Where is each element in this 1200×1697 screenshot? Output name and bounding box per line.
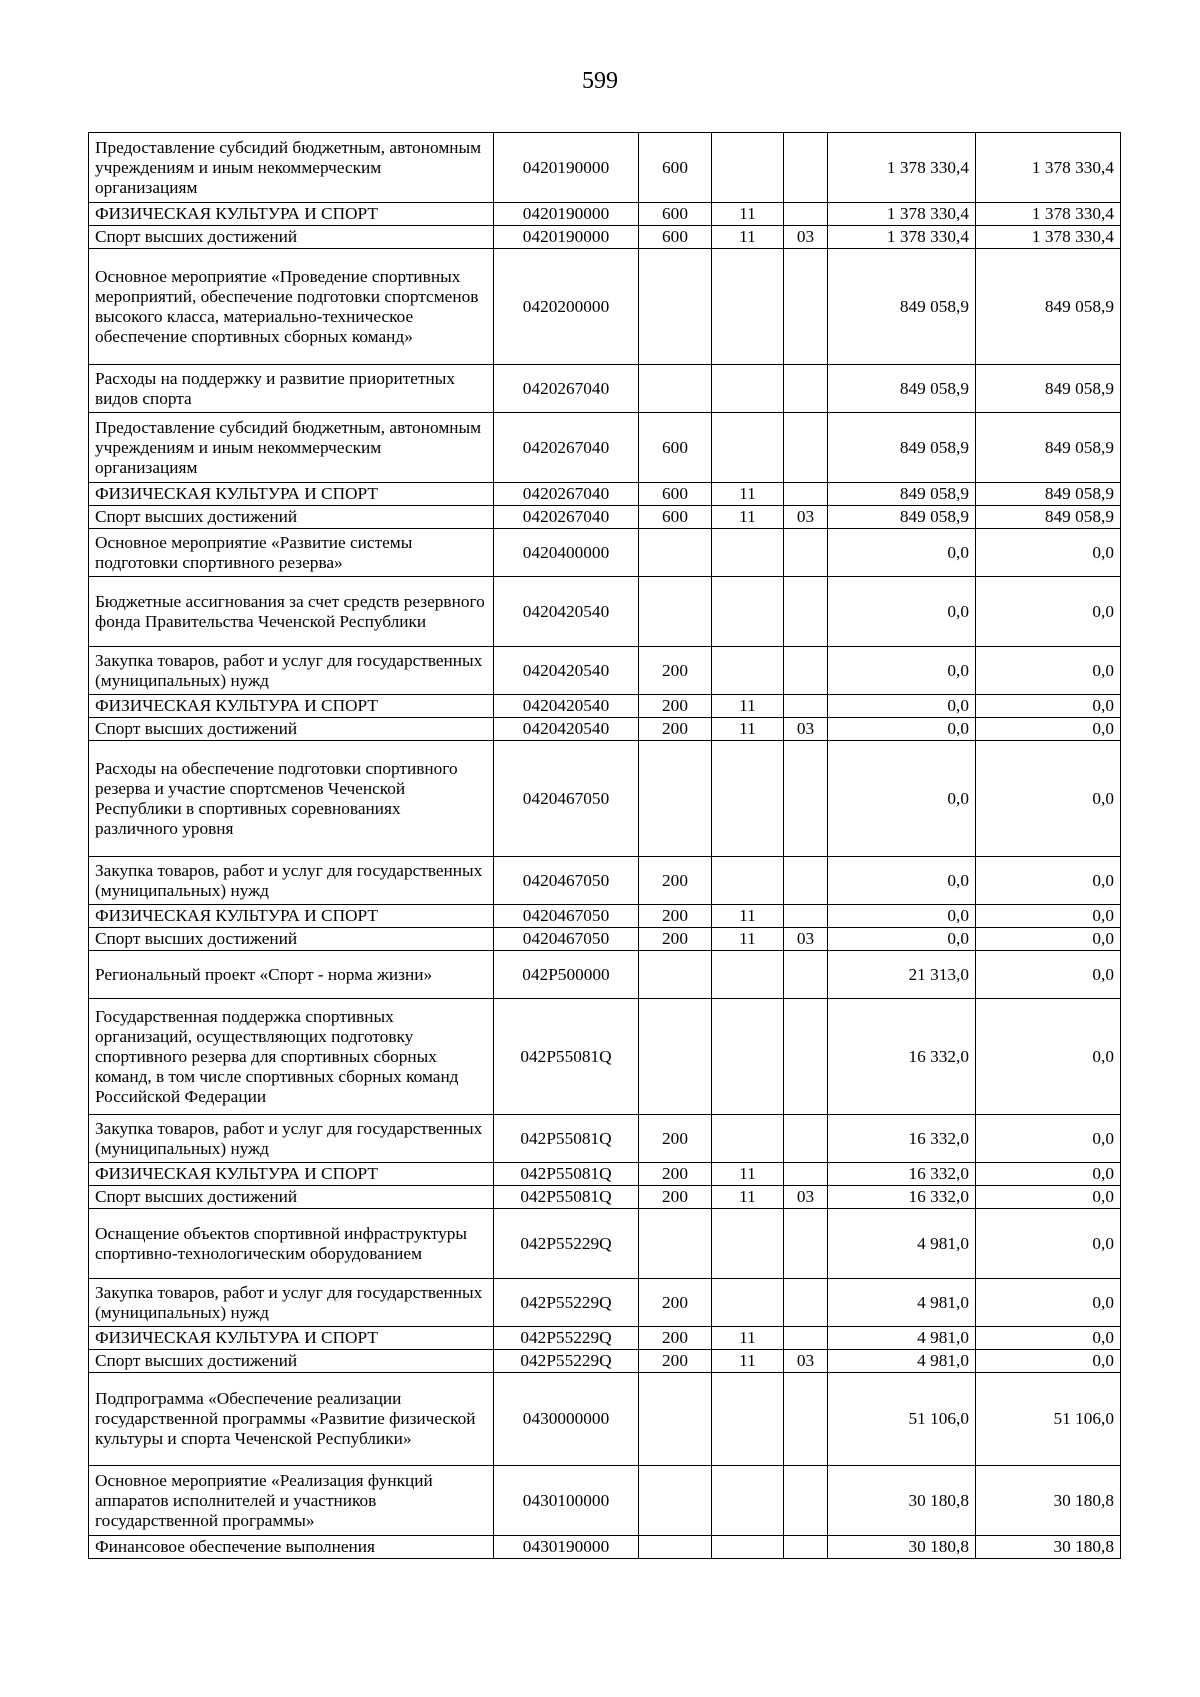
row-expense-type <box>639 577 712 647</box>
row-target-code: 0420267040 <box>494 506 639 529</box>
table-row <box>89 133 1121 203</box>
row-name: Расходы на поддержку и развитие приоритетных видов спорта <box>89 365 494 413</box>
row-expense-type <box>639 1466 712 1536</box>
row-target-code: 0420420540 <box>494 577 639 647</box>
row-amount-2: 0,0 <box>976 857 1121 905</box>
row-amount-2: 0,0 <box>976 1115 1121 1163</box>
row-amount-2: 51 106,0 <box>976 1373 1121 1466</box>
row-section <box>712 857 784 905</box>
row-section: 11 <box>712 483 784 506</box>
row-amount-1: 0,0 <box>828 905 976 928</box>
row-amount-1: 849 058,9 <box>828 483 976 506</box>
row-amount-1: 21 313,0 <box>828 951 976 999</box>
row-subsection <box>784 249 828 365</box>
row-section: 11 <box>712 203 784 226</box>
table-row <box>89 741 1121 857</box>
row-subsection <box>784 695 828 718</box>
row-name: Закупка товаров, работ и услуг для государственных (муниципальных) нужд <box>89 647 494 695</box>
row-subsection <box>784 413 828 483</box>
row-amount-2: 0,0 <box>976 1327 1121 1350</box>
row-amount-1: 16 332,0 <box>828 1163 976 1186</box>
row-target-code: 0420267040 <box>494 483 639 506</box>
row-amount-2: 0,0 <box>976 951 1121 999</box>
row-amount-1: 0,0 <box>828 741 976 857</box>
row-amount-2: 30 180,8 <box>976 1536 1121 1559</box>
row-subsection <box>784 529 828 577</box>
table-row <box>89 951 1121 999</box>
row-target-code: 042P500000 <box>494 951 639 999</box>
row-subsection <box>784 1115 828 1163</box>
table-row <box>89 1327 1121 1350</box>
row-amount-1: 0,0 <box>828 718 976 741</box>
row-name: Спорт высших достижений <box>89 928 494 951</box>
row-amount-2: 0,0 <box>976 1163 1121 1186</box>
row-amount-2: 849 058,9 <box>976 249 1121 365</box>
row-section <box>712 413 784 483</box>
row-amount-2: 1 378 330,4 <box>976 203 1121 226</box>
row-section: 11 <box>712 226 784 249</box>
row-amount-1: 4 981,0 <box>828 1350 976 1373</box>
row-target-code: 0420267040 <box>494 365 639 413</box>
row-amount-2: 0,0 <box>976 529 1121 577</box>
row-section: 11 <box>712 1327 784 1350</box>
row-target-code: 0420200000 <box>494 249 639 365</box>
row-section <box>712 577 784 647</box>
row-amount-2: 0,0 <box>976 695 1121 718</box>
row-name: Региональный проект «Спорт - норма жизни» <box>89 951 494 999</box>
row-subsection: 03 <box>784 226 828 249</box>
row-expense-type: 600 <box>639 506 712 529</box>
row-name: Спорт высших достижений <box>89 506 494 529</box>
row-expense-type: 200 <box>639 1327 712 1350</box>
row-section: 11 <box>712 1163 784 1186</box>
page-number: 599 <box>582 68 618 94</box>
row-amount-1: 0,0 <box>828 577 976 647</box>
row-section <box>712 647 784 695</box>
row-target-code: 0430000000 <box>494 1373 639 1466</box>
row-subsection <box>784 365 828 413</box>
row-target-code: 0420400000 <box>494 529 639 577</box>
row-name: Спорт высших достижений <box>89 718 494 741</box>
row-amount-1: 849 058,9 <box>828 249 976 365</box>
row-expense-type <box>639 951 712 999</box>
row-expense-type: 600 <box>639 483 712 506</box>
row-section <box>712 741 784 857</box>
row-name: Государственная поддержка спортивных организаций, осуществляющих подготовку спортивного резерва для спортивных сборных команд, в том числе спортивных сборных команд Российской Федерации <box>89 999 494 1115</box>
row-amount-1: 51 106,0 <box>828 1373 976 1466</box>
row-target-code: 042P55229Q <box>494 1327 639 1350</box>
row-expense-type <box>639 741 712 857</box>
table-row <box>89 506 1121 529</box>
row-expense-type: 200 <box>639 905 712 928</box>
row-amount-1: 16 332,0 <box>828 999 976 1115</box>
row-amount-2: 0,0 <box>976 1186 1121 1209</box>
row-subsection <box>784 999 828 1115</box>
row-amount-2: 0,0 <box>976 999 1121 1115</box>
table-row <box>89 529 1121 577</box>
table-row <box>89 647 1121 695</box>
row-name: ФИЗИЧЕСКАЯ КУЛЬТУРА И СПОРТ <box>89 695 494 718</box>
row-amount-1: 4 981,0 <box>828 1327 976 1350</box>
row-name: ФИЗИЧЕСКАЯ КУЛЬТУРА И СПОРТ <box>89 905 494 928</box>
row-amount-2: 0,0 <box>976 1350 1121 1373</box>
row-target-code: 0420420540 <box>494 647 639 695</box>
row-amount-2: 0,0 <box>976 1279 1121 1327</box>
row-section <box>712 1466 784 1536</box>
row-subsection <box>784 951 828 999</box>
row-section <box>712 133 784 203</box>
row-target-code: 0430190000 <box>494 1536 639 1559</box>
row-section: 11 <box>712 718 784 741</box>
table-row <box>89 695 1121 718</box>
row-subsection <box>784 1279 828 1327</box>
row-subsection <box>784 1209 828 1279</box>
row-amount-2: 0,0 <box>976 741 1121 857</box>
row-amount-2: 849 058,9 <box>976 506 1121 529</box>
row-expense-type: 200 <box>639 718 712 741</box>
row-amount-2: 0,0 <box>976 928 1121 951</box>
row-expense-type: 600 <box>639 203 712 226</box>
row-section: 11 <box>712 695 784 718</box>
row-subsection <box>784 647 828 695</box>
table-row <box>89 1186 1121 1209</box>
row-target-code: 0420467050 <box>494 905 639 928</box>
table-row <box>89 577 1121 647</box>
row-target-code: 0420190000 <box>494 203 639 226</box>
row-name: Спорт высших достижений <box>89 1186 494 1209</box>
row-section <box>712 999 784 1115</box>
row-name: Основное мероприятие «Проведение спортивных мероприятий, обеспечение подготовки спортсменов высокого класса, материально-техническое обеспечение спортивных сборных команд» <box>89 249 494 365</box>
row-section: 11 <box>712 1186 784 1209</box>
row-amount-1: 0,0 <box>828 695 976 718</box>
row-name: Предоставление субсидий бюджетным, автономным учреждениям и иным некоммерческим организациям <box>89 133 494 203</box>
row-section: 11 <box>712 1350 784 1373</box>
row-subsection <box>784 133 828 203</box>
row-expense-type <box>639 999 712 1115</box>
table-row <box>89 1466 1121 1536</box>
row-amount-1: 849 058,9 <box>828 413 976 483</box>
row-expense-type: 600 <box>639 413 712 483</box>
row-target-code: 042P55081Q <box>494 1115 639 1163</box>
row-subsection: 03 <box>784 1186 828 1209</box>
row-target-code: 0420420540 <box>494 718 639 741</box>
row-subsection <box>784 577 828 647</box>
row-expense-type: 200 <box>639 1279 712 1327</box>
row-amount-1: 0,0 <box>828 647 976 695</box>
row-subsection <box>784 1373 828 1466</box>
row-name: ФИЗИЧЕСКАЯ КУЛЬТУРА И СПОРТ <box>89 1163 494 1186</box>
row-name: Спорт высших достижений <box>89 226 494 249</box>
row-subsection: 03 <box>784 718 828 741</box>
row-amount-1: 1 378 330,4 <box>828 203 976 226</box>
budget-table <box>88 132 1121 1559</box>
row-target-code: 0420467050 <box>494 928 639 951</box>
row-target-code: 042P55081Q <box>494 1186 639 1209</box>
row-amount-1: 849 058,9 <box>828 506 976 529</box>
row-expense-type: 200 <box>639 928 712 951</box>
row-section <box>712 1279 784 1327</box>
row-subsection <box>784 1536 828 1559</box>
row-section <box>712 1373 784 1466</box>
row-amount-1: 1 378 330,4 <box>828 226 976 249</box>
row-expense-type <box>639 529 712 577</box>
row-name: Расходы на обеспечение подготовки спортивного резерва и участие спортсменов Чеченской Республики в спортивных соревнованиях различного уровня <box>89 741 494 857</box>
row-section <box>712 1536 784 1559</box>
table-row <box>89 1209 1121 1279</box>
row-amount-1: 1 378 330,4 <box>828 133 976 203</box>
row-expense-type: 600 <box>639 226 712 249</box>
row-target-code: 0420467050 <box>494 857 639 905</box>
row-subsection <box>784 741 828 857</box>
table-row <box>89 857 1121 905</box>
row-amount-1: 0,0 <box>828 928 976 951</box>
row-amount-1: 16 332,0 <box>828 1186 976 1209</box>
row-name: Оснащение объектов спортивной инфраструктуры спортивно-технологическим оборудованием <box>89 1209 494 1279</box>
table-row <box>89 1350 1121 1373</box>
row-name: Закупка товаров, работ и услуг для государственных (муниципальных) нужд <box>89 1279 494 1327</box>
table-row <box>89 413 1121 483</box>
row-amount-2: 1 378 330,4 <box>976 133 1121 203</box>
row-section <box>712 365 784 413</box>
row-name: Закупка товаров, работ и услуг для государственных (муниципальных) нужд <box>89 1115 494 1163</box>
row-subsection <box>784 857 828 905</box>
row-target-code: 0430100000 <box>494 1466 639 1536</box>
row-amount-2: 0,0 <box>976 577 1121 647</box>
row-target-code: 0420190000 <box>494 133 639 203</box>
row-name: ФИЗИЧЕСКАЯ КУЛЬТУРА И СПОРТ <box>89 483 494 506</box>
table-row <box>89 928 1121 951</box>
row-expense-type <box>639 365 712 413</box>
row-amount-2: 0,0 <box>976 1209 1121 1279</box>
row-name: Подпрограмма «Обеспечение реализации государственной программы «Развитие физической культуры и спорта Чеченской Республики» <box>89 1373 494 1466</box>
row-amount-2: 0,0 <box>976 647 1121 695</box>
row-amount-2: 1 378 330,4 <box>976 226 1121 249</box>
row-target-code: 042P55229Q <box>494 1350 639 1373</box>
table-row <box>89 365 1121 413</box>
row-target-code: 042P55081Q <box>494 999 639 1115</box>
row-subsection <box>784 1163 828 1186</box>
table-row <box>89 226 1121 249</box>
row-amount-2: 849 058,9 <box>976 413 1121 483</box>
table-row <box>89 203 1121 226</box>
row-target-code: 0420267040 <box>494 413 639 483</box>
row-subsection: 03 <box>784 506 828 529</box>
row-subsection <box>784 203 828 226</box>
row-subsection <box>784 1466 828 1536</box>
table-row <box>89 718 1121 741</box>
row-name: Спорт высших достижений <box>89 1350 494 1373</box>
table-row <box>89 1279 1121 1327</box>
row-amount-1: 16 332,0 <box>828 1115 976 1163</box>
row-name: Основное мероприятие «Развитие системы подготовки спортивного резерва» <box>89 529 494 577</box>
row-expense-type <box>639 1373 712 1466</box>
row-target-code: 042P55081Q <box>494 1163 639 1186</box>
row-subsection: 03 <box>784 1350 828 1373</box>
row-target-code: 0420190000 <box>494 226 639 249</box>
row-name: Основное мероприятие «Реализация функций аппаратов исполнителей и участников государственной программы» <box>89 1466 494 1536</box>
row-section <box>712 249 784 365</box>
table-row <box>89 483 1121 506</box>
row-expense-type <box>639 1209 712 1279</box>
row-expense-type <box>639 249 712 365</box>
row-amount-1: 849 058,9 <box>828 365 976 413</box>
row-name: Закупка товаров, работ и услуг для государственных (муниципальных) нужд <box>89 857 494 905</box>
row-name: ФИЗИЧЕСКАЯ КУЛЬТУРА И СПОРТ <box>89 1327 494 1350</box>
row-expense-type: 600 <box>639 133 712 203</box>
row-target-code: 042P55229Q <box>494 1279 639 1327</box>
row-section: 11 <box>712 928 784 951</box>
row-expense-type: 200 <box>639 857 712 905</box>
row-amount-2: 0,0 <box>976 718 1121 741</box>
table-row <box>89 1536 1121 1559</box>
row-name: Бюджетные ассигнования за счет средств резервного фонда Правительства Чеченской Республики <box>89 577 494 647</box>
row-expense-type <box>639 1536 712 1559</box>
row-name: ФИЗИЧЕСКАЯ КУЛЬТУРА И СПОРТ <box>89 203 494 226</box>
row-expense-type: 200 <box>639 1115 712 1163</box>
row-name: Финансовое обеспечение выполнения <box>89 1536 494 1559</box>
row-amount-2: 0,0 <box>976 905 1121 928</box>
row-section <box>712 529 784 577</box>
row-section: 11 <box>712 905 784 928</box>
row-subsection <box>784 483 828 506</box>
row-expense-type: 200 <box>639 1350 712 1373</box>
row-section <box>712 1115 784 1163</box>
row-name: Предоставление субсидий бюджетным, автономным учреждениям и иным некоммерческим организациям <box>89 413 494 483</box>
row-amount-2: 849 058,9 <box>976 365 1121 413</box>
row-section <box>712 1209 784 1279</box>
row-expense-type: 200 <box>639 1186 712 1209</box>
row-amount-1: 30 180,8 <box>828 1466 976 1536</box>
table-row <box>89 999 1121 1115</box>
row-amount-2: 30 180,8 <box>976 1466 1121 1536</box>
table-row <box>89 1163 1121 1186</box>
row-amount-2: 849 058,9 <box>976 483 1121 506</box>
row-amount-1: 30 180,8 <box>828 1536 976 1559</box>
row-section: 11 <box>712 506 784 529</box>
row-subsection <box>784 905 828 928</box>
row-expense-type: 200 <box>639 695 712 718</box>
row-amount-1: 0,0 <box>828 529 976 577</box>
row-amount-1: 4 981,0 <box>828 1279 976 1327</box>
row-amount-1: 4 981,0 <box>828 1209 976 1279</box>
table-row <box>89 1115 1121 1163</box>
row-subsection <box>784 1327 828 1350</box>
table-row <box>89 249 1121 365</box>
row-subsection: 03 <box>784 928 828 951</box>
row-amount-1: 0,0 <box>828 857 976 905</box>
row-target-code: 0420467050 <box>494 741 639 857</box>
row-expense-type: 200 <box>639 1163 712 1186</box>
table-row <box>89 1373 1121 1466</box>
table-row <box>89 905 1121 928</box>
row-expense-type: 200 <box>639 647 712 695</box>
row-target-code: 0420420540 <box>494 695 639 718</box>
row-section <box>712 951 784 999</box>
row-target-code: 042P55229Q <box>494 1209 639 1279</box>
